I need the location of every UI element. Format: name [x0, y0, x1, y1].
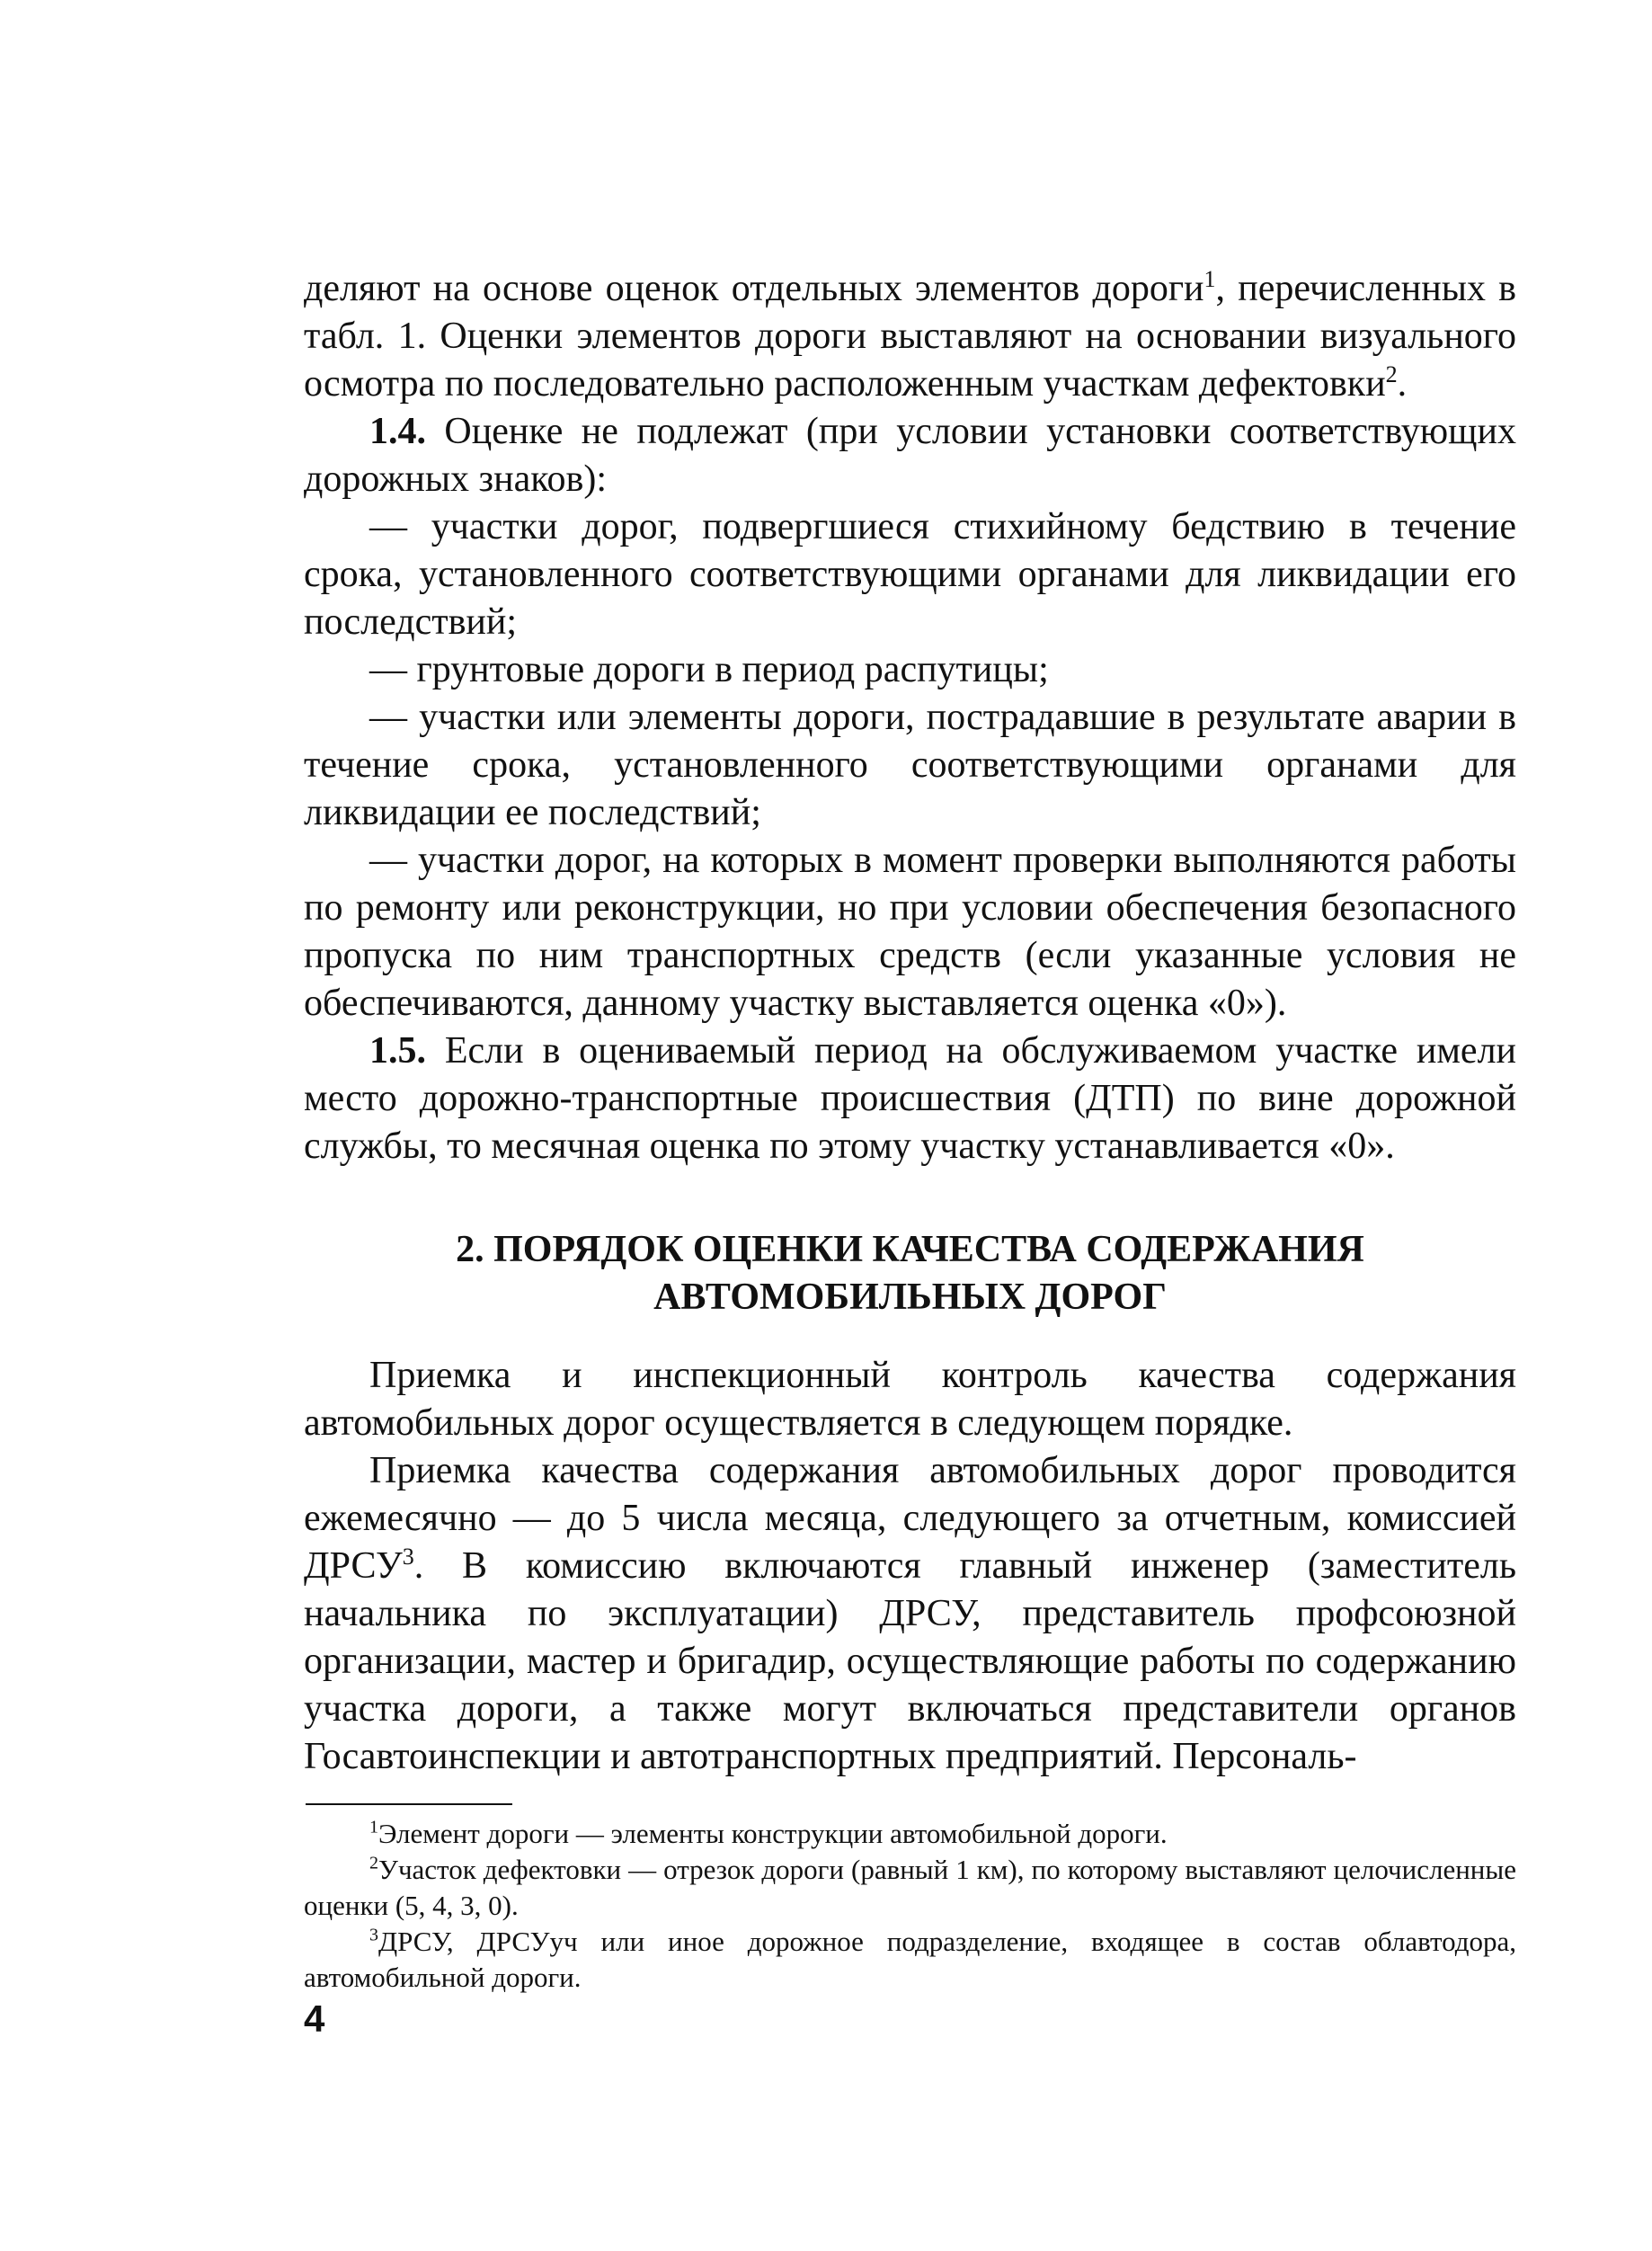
footnote-mark: 3: [369, 1925, 378, 1945]
paragraph-text: Оценке не подлежат (при условии установки соответствующих дорожных знаков):: [304, 411, 1516, 500]
footnote-ref: 1: [1203, 266, 1216, 292]
section-number: 1.4.: [369, 411, 426, 452]
page-number: 4: [304, 1997, 325, 2040]
paragraph-text: деляют на основе оценок отдельных элементов дороги: [304, 268, 1204, 309]
paragraph-text: .: [1397, 363, 1408, 405]
list-item: — грунтовые дороги в период распутицы;: [369, 649, 1049, 690]
paragraph-text: Если в оцениваемый период на обслуживаемом участке имели место дорожно-транспортные происшествия (ДТП) по вине дорожной службы, то месячная оценка по этому участку устанавливается «0».: [304, 1030, 1516, 1167]
footnote-ref: 3: [402, 1544, 414, 1570]
footnote: [304, 1852, 1516, 1924]
footnotes: [304, 1816, 1516, 1996]
section-number: 1.5.: [369, 1030, 426, 1072]
paragraph-text: . В комиссию включаются главный инженер (заместитель начальника по эксплуатации) ДРСУ, представитель профсоюзной организации, мастер и бригадир, осуществляющие работы по содержанию участка дороги, а также могут включаться представители органов Госавтоинспекции и автотранспортных предприятий. Персональ-: [304, 1545, 1516, 1777]
paragraph-continuation: [304, 265, 1516, 408]
footnote-text: Элемент дороги — элементы конструкции автомобильной дороги.: [378, 1818, 1168, 1849]
paragraph-text: , перечисленных в табл. 1. Оценки элементов дороги выставляют на основании визуального осмотра по последовательно расположенным участкам дефектовки: [304, 268, 1516, 405]
paragraph: [304, 1447, 1516, 1781]
main-text: [304, 265, 1516, 1781]
footnote: [304, 1924, 1516, 1996]
list-item: — участки или элементы дороги, пострадавшие в результате аварии в течение срока, установленного соответствующими органами для ликвидации ее последствий;: [304, 697, 1516, 833]
heading-line: 2. ПОРЯДОК ОЦЕНКИ КАЧЕСТВА СОДЕРЖАНИЯ: [456, 1229, 1364, 1270]
footnote-text: ДРСУ, ДРСУуч или иное дорожное подразделение, входящее в состав облавтодора, автомобильной дороги.: [304, 1926, 1516, 1993]
footnote: [304, 1816, 1516, 1852]
footnote-ref: 2: [1385, 361, 1398, 387]
footnote-divider: [306, 1803, 512, 1805]
list-item: — участки дорог, подвергшиеся стихийному бедствию в течение срока, установленного соответствующими органами для ликвидации его последствий;: [304, 506, 1516, 643]
section-1-4: [304, 408, 1516, 503]
footnote-mark: 2: [369, 1853, 378, 1873]
list-item: — участки дорог, на которых в момент проверки выполняются работы по ремонту или реконструкции, но при условии обеспечения безопасного пропуска по ним транспортных средств (если указанные условия не обеспечиваются, данному участку выставляется оценка «0»).: [304, 840, 1516, 1024]
section-heading: [304, 1226, 1516, 1321]
footnote-mark: 1: [369, 1817, 378, 1837]
paragraph-text: Приемка качества содержания автомобильных дорог проводится ежемесячно — до 5 числа месяца, следующего за отчетным, комиссией ДРСУ: [304, 1450, 1516, 1587]
paragraph: Приемка и инспекционный контроль качества содержания автомобильных дорог осуществляется в следующем порядке.: [304, 1355, 1516, 1444]
heading-line: АВТОМОБИЛЬНЫХ ДОРОГ: [653, 1277, 1167, 1318]
section-1-5: [304, 1028, 1516, 1170]
footnote-text: Участок дефектовки — отрезок дороги (равный 1 км), по которому выставляют целочисленные оценки (5, 4, 3, 0).: [304, 1854, 1516, 1921]
